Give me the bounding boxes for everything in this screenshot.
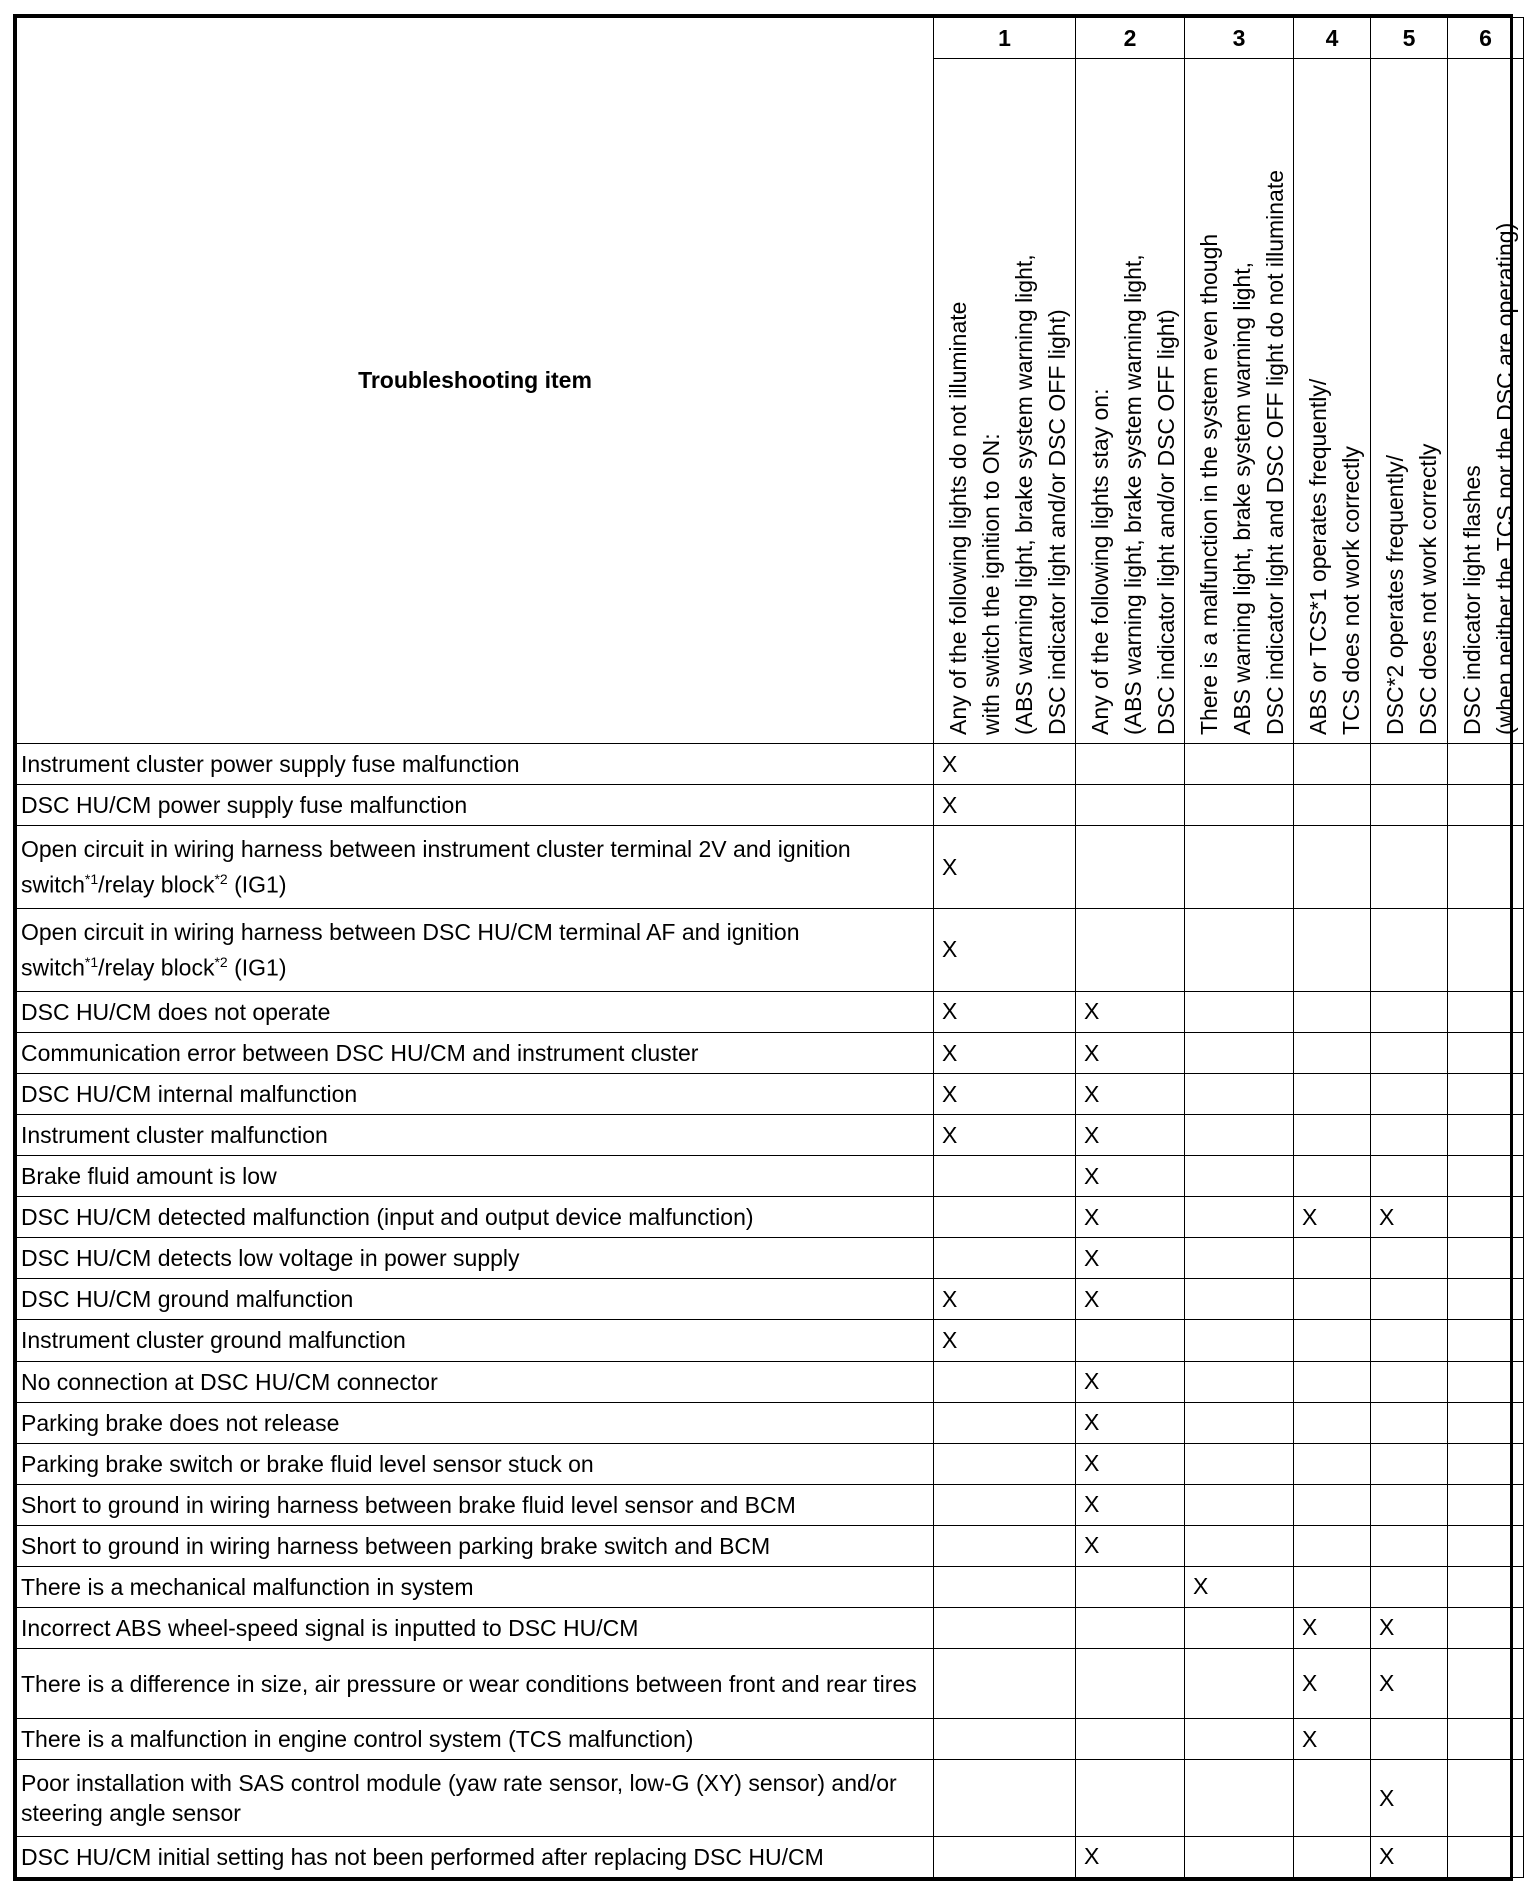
mark-cell-col-3	[1185, 1238, 1294, 1279]
mark-cell-col-5	[1371, 744, 1448, 785]
mark-cell-col-4	[1294, 1238, 1371, 1279]
troubleshooting-item: DSC HU/CM internal malfunction	[17, 1074, 934, 1115]
mark-cell-col-1: X	[934, 1279, 1076, 1320]
mark-cell-col-5: X	[1371, 1607, 1448, 1648]
column-description-line: There is a malfunction in the system even though	[1196, 233, 1222, 735]
table-row	[17, 1361, 1524, 1402]
mark-cell-col-4	[1294, 1484, 1371, 1525]
mark-cell-col-5	[1371, 1361, 1448, 1402]
mark-cell-col-1: X	[934, 1033, 1076, 1074]
mark-cell-col-3	[1185, 826, 1294, 909]
mark-cell-col-6	[1448, 1074, 1524, 1115]
mark-cell-col-4	[1294, 1320, 1371, 1361]
item-text: /relay block	[98, 954, 215, 981]
mark-cell-col-6	[1448, 1197, 1524, 1238]
mark-cell-col-4	[1294, 1836, 1371, 1877]
mark-cell-col-5	[1371, 1320, 1448, 1361]
mark-cell-col-6	[1448, 1156, 1524, 1197]
mark-cell-col-5: X	[1371, 1197, 1448, 1238]
mark-cell-col-2: X	[1076, 1279, 1185, 1320]
table-row	[17, 1760, 1524, 1836]
mark-cell-col-3	[1185, 1836, 1294, 1877]
mark-cell-col-6	[1448, 1402, 1524, 1443]
table-row	[17, 1074, 1524, 1115]
mark-cell-col-3	[1185, 1279, 1294, 1320]
mark-cell-col-4	[1294, 1074, 1371, 1115]
mark-cell-col-4: X	[1294, 1607, 1371, 1648]
footnote-marker: *2	[214, 954, 228, 971]
column-description-line: ABS or TCS*1 operates frequently/	[1305, 378, 1331, 735]
mark-cell-col-4	[1294, 1279, 1371, 1320]
table-row	[17, 1033, 1524, 1074]
mark-cell-col-3	[1185, 1115, 1294, 1156]
mark-cell-col-4	[1294, 1760, 1371, 1836]
mark-cell-col-1: X	[934, 991, 1076, 1032]
mark-cell-col-2: X	[1076, 1197, 1185, 1238]
mark-cell-col-3	[1185, 909, 1294, 992]
column-description-5	[1371, 59, 1448, 744]
column-description-3	[1185, 59, 1294, 744]
mark-cell-col-3	[1185, 1648, 1294, 1718]
column-number-5: 5	[1371, 18, 1448, 59]
mark-cell-col-1	[934, 1238, 1076, 1279]
mark-cell-col-6	[1448, 1238, 1524, 1279]
mark-cell-col-2	[1076, 1566, 1185, 1607]
table-row	[17, 1320, 1524, 1361]
mark-cell-col-5	[1371, 991, 1448, 1032]
mark-cell-col-1: X	[934, 785, 1076, 826]
mark-cell-col-1	[934, 1156, 1076, 1197]
mark-cell-col-3	[1185, 1320, 1294, 1361]
table-row	[17, 1648, 1524, 1718]
mark-cell-col-4	[1294, 1115, 1371, 1156]
mark-cell-col-1	[934, 1402, 1076, 1443]
table-row	[17, 991, 1524, 1032]
troubleshooting-item: DSC HU/CM power supply fuse malfunction	[17, 785, 934, 826]
mark-cell-col-4: X	[1294, 1648, 1371, 1718]
mark-cell-col-5: X	[1371, 1648, 1448, 1718]
mark-cell-col-4	[1294, 1361, 1371, 1402]
column-description-line: Any of the following lights stay on:	[1087, 388, 1113, 735]
column-description-line: DSC indicator light and/or DSC OFF light)	[1044, 309, 1070, 735]
troubleshooting-table	[16, 17, 1524, 1878]
mark-cell-col-2: X	[1076, 1156, 1185, 1197]
column-description-2	[1076, 59, 1185, 744]
mark-cell-col-4	[1294, 826, 1371, 909]
column-description-line: TCS does not work correctly	[1338, 446, 1364, 735]
table-row	[17, 1402, 1524, 1443]
mark-cell-col-1: X	[934, 909, 1076, 992]
item-text: (IG1)	[227, 871, 287, 898]
mark-cell-col-3: X	[1185, 1566, 1294, 1607]
column-number-1: 1	[934, 18, 1076, 59]
mark-cell-col-4	[1294, 909, 1371, 992]
mark-cell-col-1	[934, 1566, 1076, 1607]
column-number-2: 2	[1076, 18, 1185, 59]
mark-cell-col-5	[1371, 1279, 1448, 1320]
mark-cell-col-2	[1076, 785, 1185, 826]
mark-cell-col-2: X	[1076, 1033, 1185, 1074]
mark-cell-col-2	[1076, 744, 1185, 785]
mark-cell-col-5	[1371, 1566, 1448, 1607]
mark-cell-col-6	[1448, 1607, 1524, 1648]
mark-cell-col-5: X	[1371, 1760, 1448, 1836]
table-row	[17, 1484, 1524, 1525]
mark-cell-col-2: X	[1076, 1402, 1185, 1443]
mark-cell-col-6	[1448, 826, 1524, 909]
troubleshooting-item: There is a mechanical malfunction in system	[17, 1566, 934, 1607]
mark-cell-col-4	[1294, 1525, 1371, 1566]
mark-cell-col-2: X	[1076, 1115, 1185, 1156]
table-row	[17, 1719, 1524, 1760]
mark-cell-col-1	[934, 1197, 1076, 1238]
mark-cell-col-3	[1185, 1156, 1294, 1197]
mark-cell-col-3	[1185, 991, 1294, 1032]
troubleshooting-table-frame	[13, 14, 1518, 1881]
troubleshooting-item: Incorrect ABS wheel-speed signal is inputted to DSC HU/CM	[17, 1607, 934, 1648]
mark-cell-col-2	[1076, 1607, 1185, 1648]
mark-cell-col-2: X	[1076, 1361, 1185, 1402]
table-row	[17, 1156, 1524, 1197]
mark-cell-col-1	[934, 1361, 1076, 1402]
mark-cell-col-5	[1371, 1033, 1448, 1074]
mark-cell-col-6	[1448, 991, 1524, 1032]
table-row	[17, 1607, 1524, 1648]
mark-cell-col-4	[1294, 1443, 1371, 1484]
column-description-line: DSC does not work correctly	[1415, 443, 1441, 735]
troubleshooting-item: There is a malfunction in engine control system (TCS malfunction)	[17, 1719, 934, 1760]
footnote-marker: *1	[84, 871, 99, 888]
mark-cell-col-1	[934, 1836, 1076, 1877]
troubleshooting-item: Parking brake does not release	[17, 1402, 934, 1443]
mark-cell-col-1: X	[934, 1074, 1076, 1115]
mark-cell-col-1	[934, 1719, 1076, 1760]
mark-cell-col-1	[934, 1484, 1076, 1525]
column-description-line: DSC*2 operates frequently/	[1382, 455, 1408, 735]
mark-cell-col-5	[1371, 1443, 1448, 1484]
table-row	[17, 1525, 1524, 1566]
mark-cell-col-1	[934, 1648, 1076, 1718]
item-text: Open circuit in wiring harness between DSC HU/CM terminal AF and ignition switch	[21, 919, 800, 981]
table-row	[17, 1279, 1524, 1320]
mark-cell-col-5	[1371, 1115, 1448, 1156]
troubleshooting-item-header: Troubleshooting item	[17, 18, 934, 744]
column-description-4	[1294, 59, 1371, 744]
mark-cell-col-3	[1185, 1607, 1294, 1648]
column-number-4: 4	[1294, 18, 1371, 59]
mark-cell-col-4	[1294, 1566, 1371, 1607]
troubleshooting-item: Parking brake switch or brake fluid level sensor stuck on	[17, 1443, 934, 1484]
column-description-line: (when neither the TCS nor the DSC are operating)	[1492, 222, 1518, 735]
mark-cell-col-3	[1185, 1760, 1294, 1836]
mark-cell-col-1: X	[934, 744, 1076, 785]
mark-cell-col-3	[1185, 1197, 1294, 1238]
item-text: (IG1)	[227, 954, 287, 981]
mark-cell-col-1	[934, 1525, 1076, 1566]
mark-cell-col-5: X	[1371, 1836, 1448, 1877]
mark-cell-col-6	[1448, 1836, 1524, 1877]
mark-cell-col-5	[1371, 909, 1448, 992]
mark-cell-col-2: X	[1076, 1484, 1185, 1525]
mark-cell-col-6	[1448, 1525, 1524, 1566]
mark-cell-col-2	[1076, 1648, 1185, 1718]
mark-cell-col-2	[1076, 1719, 1185, 1760]
mark-cell-col-1	[934, 1760, 1076, 1836]
troubleshooting-item: DSC HU/CM does not operate	[17, 991, 934, 1032]
table-row	[17, 1238, 1524, 1279]
troubleshooting-item: Instrument cluster ground malfunction	[17, 1320, 934, 1361]
troubleshooting-item: Brake fluid amount is low	[17, 1156, 934, 1197]
mark-cell-col-2: X	[1076, 1074, 1185, 1115]
mark-cell-col-4	[1294, 1402, 1371, 1443]
mark-cell-col-6	[1448, 1115, 1524, 1156]
mark-cell-col-2	[1076, 909, 1185, 992]
mark-cell-col-2	[1076, 826, 1185, 909]
mark-cell-col-4	[1294, 1033, 1371, 1074]
mark-cell-col-1	[934, 1443, 1076, 1484]
troubleshooting-item: There is a difference in size, air pressure or wear conditions between front and rear tires	[17, 1648, 934, 1718]
mark-cell-col-6	[1448, 1648, 1524, 1718]
column-description-line: (ABS warning light, brake system warning light,	[1120, 254, 1146, 735]
footnote-marker: *2	[214, 871, 228, 888]
mark-cell-col-3	[1185, 1361, 1294, 1402]
mark-cell-col-2	[1076, 1320, 1185, 1361]
mark-cell-col-6	[1448, 1484, 1524, 1525]
table-row	[17, 1197, 1524, 1238]
table-row	[17, 1836, 1524, 1877]
column-number-3: 3	[1185, 18, 1294, 59]
mark-cell-col-2: X	[1076, 991, 1185, 1032]
mark-cell-col-6	[1448, 744, 1524, 785]
troubleshooting-item	[17, 826, 934, 909]
table-row	[17, 1566, 1524, 1607]
mark-cell-col-4: X	[1294, 1197, 1371, 1238]
table-row	[17, 1115, 1524, 1156]
mark-cell-col-5	[1371, 1525, 1448, 1566]
column-description-line: with switch the ignition to ON:	[978, 433, 1004, 735]
mark-cell-col-5	[1371, 1156, 1448, 1197]
mark-cell-col-3	[1185, 1525, 1294, 1566]
table-row	[17, 909, 1524, 992]
troubleshooting-item: Short to ground in wiring harness between brake fluid level sensor and BCM	[17, 1484, 934, 1525]
mark-cell-col-6	[1448, 1760, 1524, 1836]
mark-cell-col-2: X	[1076, 1836, 1185, 1877]
table-row	[17, 785, 1524, 826]
troubleshooting-item: DSC HU/CM initial setting has not been performed after replacing DSC HU/CM	[17, 1836, 934, 1877]
item-text: Open circuit in wiring harness between instrument cluster terminal 2V and ignition switch	[21, 836, 851, 898]
column-description-line: (ABS warning light, brake system warning light,	[1011, 254, 1037, 735]
troubleshooting-item: DSC HU/CM ground malfunction	[17, 1279, 934, 1320]
mark-cell-col-6	[1448, 785, 1524, 826]
mark-cell-col-3	[1185, 785, 1294, 826]
mark-cell-col-3	[1185, 744, 1294, 785]
troubleshooting-item: Instrument cluster malfunction	[17, 1115, 934, 1156]
table-row	[17, 744, 1524, 785]
mark-cell-col-1: X	[934, 826, 1076, 909]
mark-cell-col-5	[1371, 1484, 1448, 1525]
troubleshooting-item: DSC HU/CM detected malfunction (input and output device malfunction)	[17, 1197, 934, 1238]
mark-cell-col-5	[1371, 826, 1448, 909]
mark-cell-col-5	[1371, 1402, 1448, 1443]
mark-cell-col-4	[1294, 785, 1371, 826]
mark-cell-col-1: X	[934, 1320, 1076, 1361]
mark-cell-col-2: X	[1076, 1443, 1185, 1484]
mark-cell-col-6	[1448, 1566, 1524, 1607]
column-description-line: DSC indicator light and/or DSC OFF light)	[1153, 309, 1179, 735]
mark-cell-col-6	[1448, 1320, 1524, 1361]
mark-cell-col-5	[1371, 785, 1448, 826]
mark-cell-col-3	[1185, 1484, 1294, 1525]
mark-cell-col-1	[934, 1607, 1076, 1648]
mark-cell-col-6	[1448, 1279, 1524, 1320]
mark-cell-col-3	[1185, 1033, 1294, 1074]
mark-cell-col-3	[1185, 1719, 1294, 1760]
troubleshooting-item: Instrument cluster power supply fuse malfunction	[17, 744, 934, 785]
column-description-line: DSC indicator light and DSC OFF light do not illuminate	[1262, 169, 1288, 735]
mark-cell-col-2: X	[1076, 1238, 1185, 1279]
column-description-line: Any of the following lights do not illuminate	[945, 301, 971, 735]
mark-cell-col-5	[1371, 1238, 1448, 1279]
mark-cell-col-5	[1371, 1074, 1448, 1115]
mark-cell-col-2	[1076, 1760, 1185, 1836]
mark-cell-col-6	[1448, 1443, 1524, 1484]
column-description-line: ABS warning light, brake system warning light,	[1229, 262, 1255, 735]
mark-cell-col-6	[1448, 1033, 1524, 1074]
troubleshooting-item: No connection at DSC HU/CM connector	[17, 1361, 934, 1402]
troubleshooting-item: Short to ground in wiring harness between parking brake switch and BCM	[17, 1525, 934, 1566]
table-row	[17, 826, 1524, 909]
troubleshooting-item: DSC HU/CM detects low voltage in power supply	[17, 1238, 934, 1279]
mark-cell-col-4	[1294, 1156, 1371, 1197]
column-description-1	[934, 59, 1076, 744]
mark-cell-col-3	[1185, 1443, 1294, 1484]
footnote-marker: *1	[84, 954, 99, 971]
mark-cell-col-1: X	[934, 1115, 1076, 1156]
table-row	[17, 1443, 1524, 1484]
mark-cell-col-6	[1448, 909, 1524, 992]
mark-cell-col-5	[1371, 1719, 1448, 1760]
mark-cell-col-4: X	[1294, 1719, 1371, 1760]
mark-cell-col-3	[1185, 1402, 1294, 1443]
mark-cell-col-6	[1448, 1719, 1524, 1760]
troubleshooting-item: Poor installation with SAS control module (yaw rate sensor, low-G (XY) sensor) and/or steering angle sensor	[17, 1760, 934, 1836]
troubleshooting-item	[17, 909, 934, 992]
mark-cell-col-4	[1294, 991, 1371, 1032]
mark-cell-col-4	[1294, 744, 1371, 785]
mark-cell-col-6	[1448, 1361, 1524, 1402]
column-description-line: DSC indicator light flashes	[1459, 465, 1485, 735]
item-text: /relay block	[98, 871, 215, 898]
mark-cell-col-2: X	[1076, 1525, 1185, 1566]
mark-cell-col-3	[1185, 1074, 1294, 1115]
column-description-6	[1448, 59, 1524, 744]
column-number-6: 6	[1448, 18, 1524, 59]
troubleshooting-item: Communication error between DSC HU/CM and instrument cluster	[17, 1033, 934, 1074]
